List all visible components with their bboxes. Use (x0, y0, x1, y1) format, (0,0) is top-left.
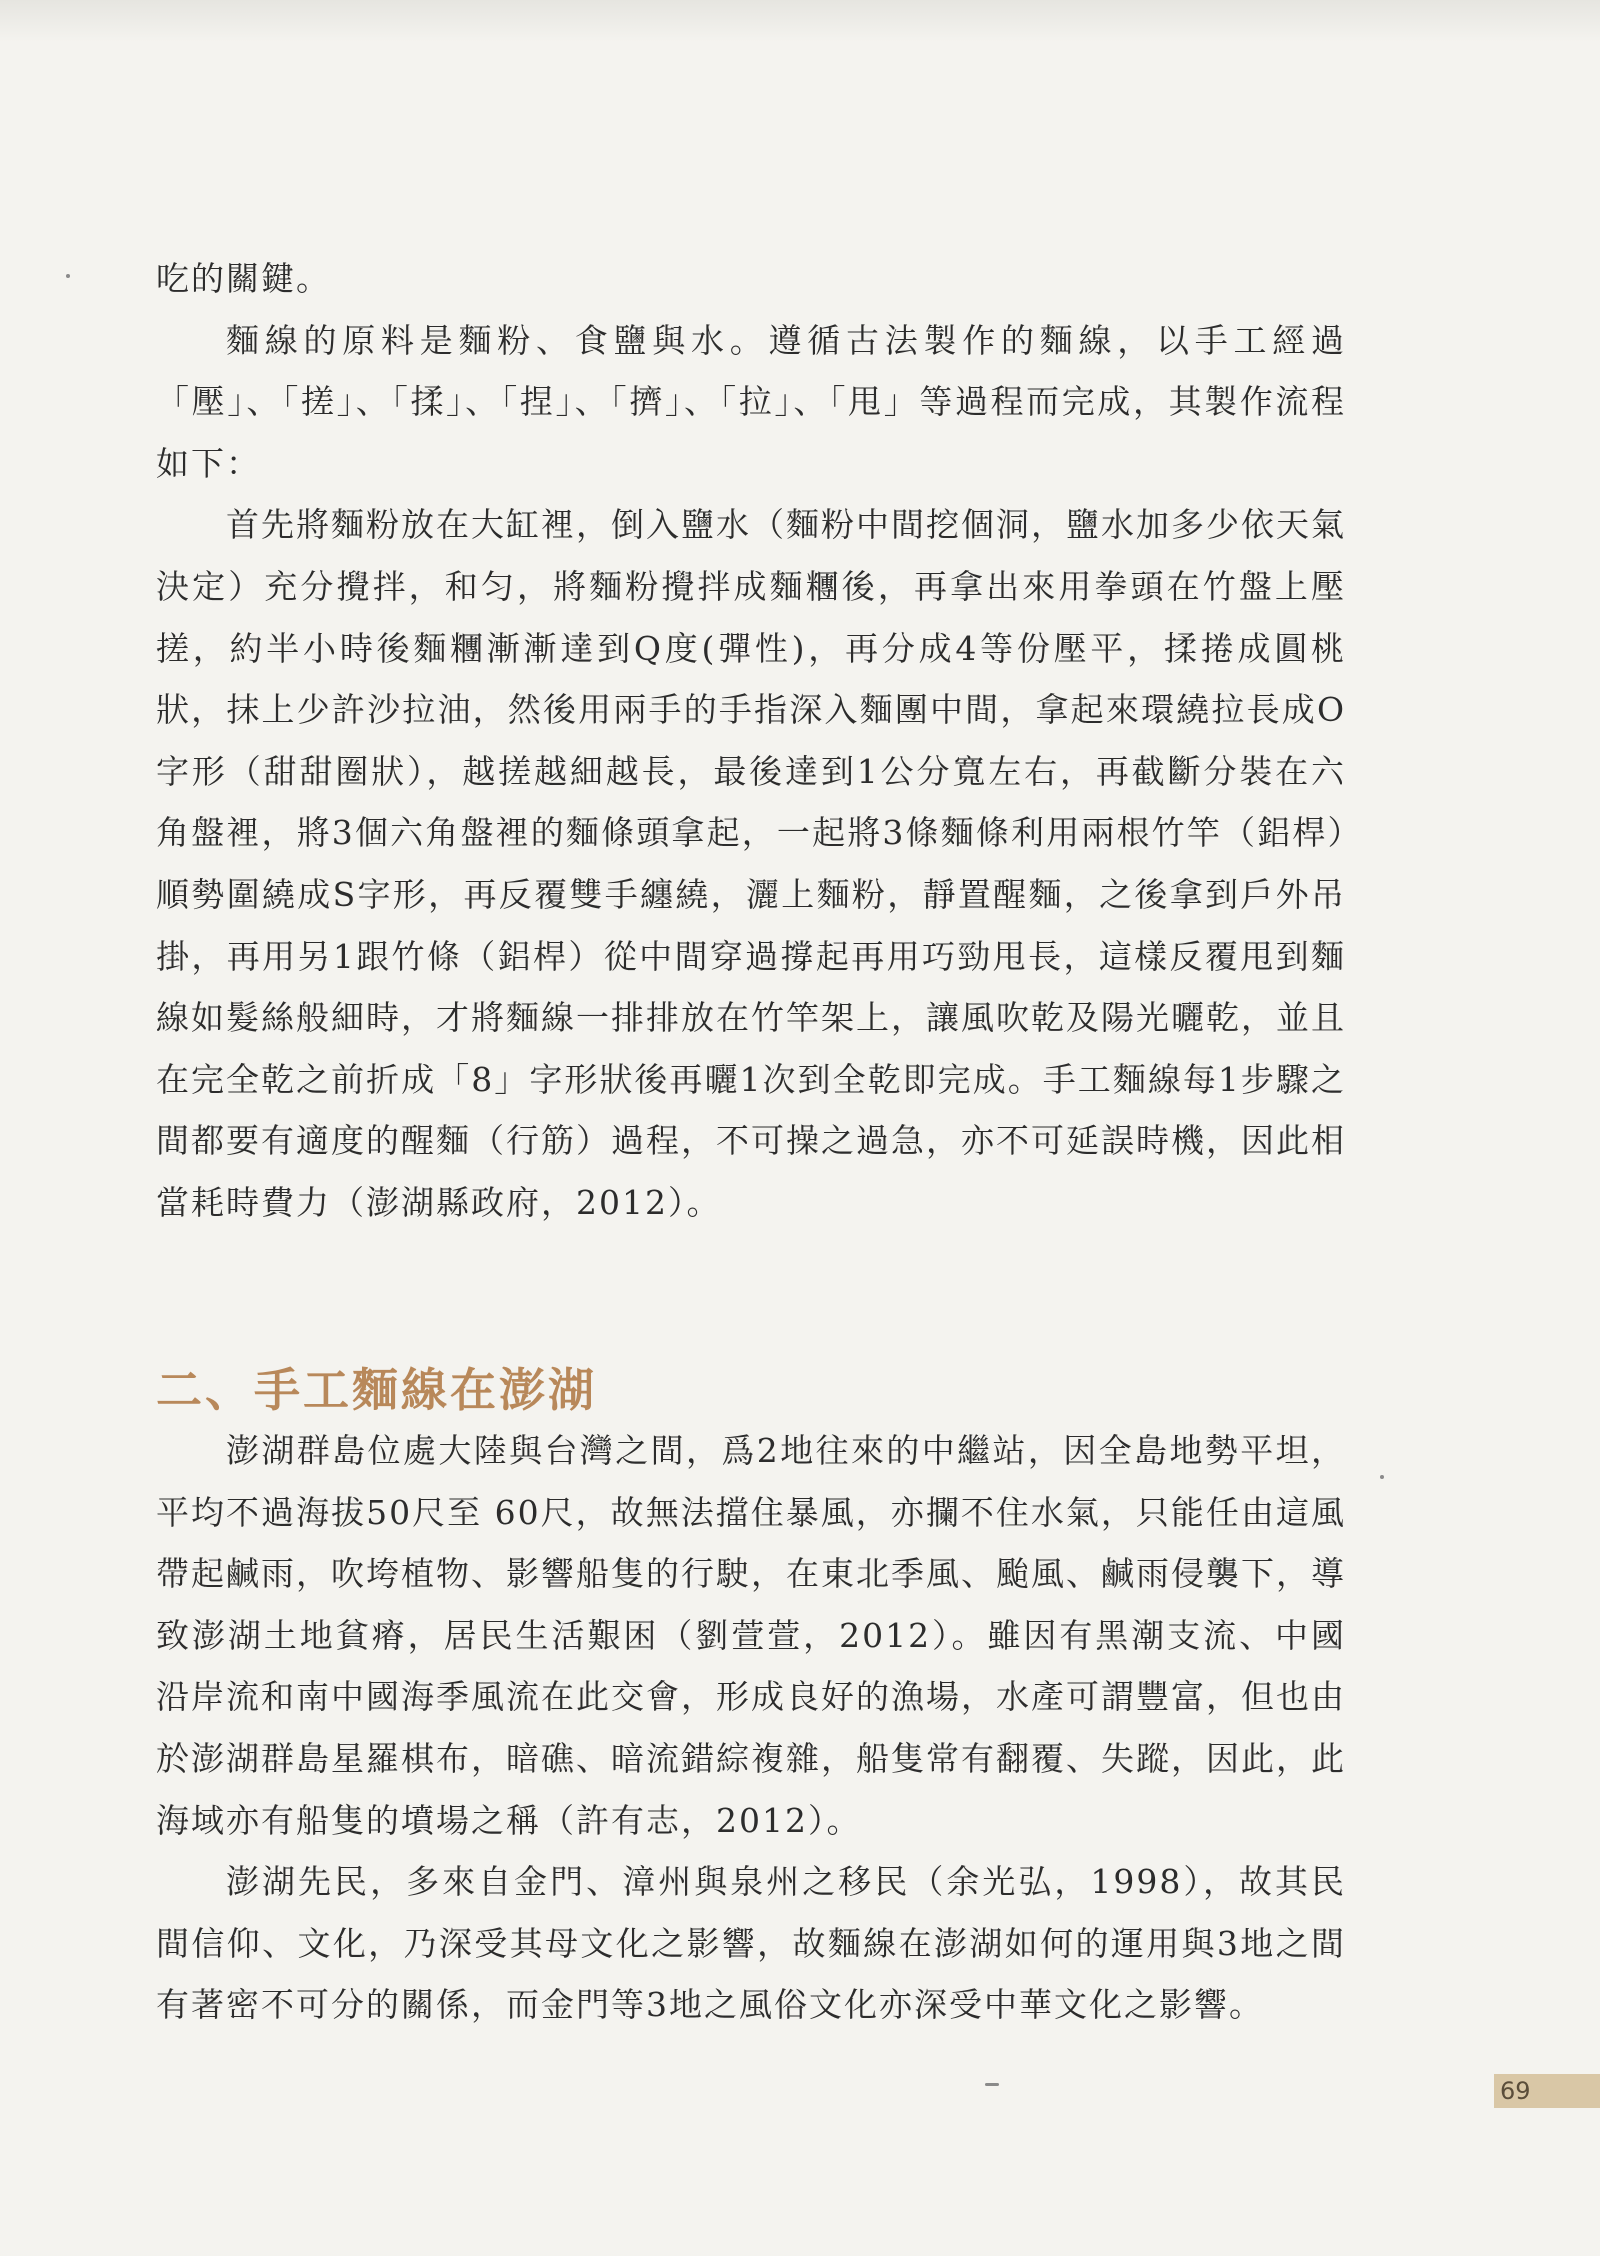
paragraph-continuation: 吃的關鍵。 (156, 259, 331, 298)
scan-speck (985, 2083, 999, 2086)
scan-speck (1380, 1475, 1384, 1479)
body-text-block-1 (156, 248, 1346, 1234)
body-text-block-2 (156, 1420, 1346, 2036)
paragraph-process: 首先將麵粉放在大缸裡，倒入鹽水（麵粉中間挖個洞，鹽水加多少依天氣決定）充分攪拌，和匀，將麵粉攪拌成麵糰後，再拿出來用拳頭在竹盤上壓搓，約半小時後麵糰漸漸達到Q度(彈性)，再分成4等份壓平，揉捲成圓桃狀，抹上少許沙拉油，然後用兩手的手指深入麵團中間，拿起來環繞拉長成O字形（甜甜圈狀），越搓越細越長，最後達到1公分寬左右，再截斷分裝在六角盤裡，將3個六角盤裡的麵條頭拿起，一起將3條麵條利用兩根竹竿（鋁桿）順勢圍繞成S字形，再反覆雙手纏繞，灑上麵粉，靜置醒麵，之後拿到戶外吊掛，再用另1跟竹條（鋁桿）從中間穿過撐起再用巧勁甩長，這樣反覆甩到麵線如髮絲般細時，才將麵線一排排放在竹竿架上，讓風吹乾及陽光曬乾，並且在完全乾之前折成「8」字形狀後再曬1次到全乾即完成。手工麵線每1步驟之間都要有適度的醒麵（行筋）過程，不可操之過急，亦不可延誤時機，因此相當耗時費力（澎湖縣政府，2012）。 (156, 505, 1346, 1222)
section-heading: 二、手工麵線在澎湖 (156, 1363, 597, 1417)
page-number: 69 (1500, 2077, 1531, 2105)
scan-speck (66, 274, 70, 278)
page-top-edge-shadow (0, 0, 1600, 42)
paragraph-penghu-ancestors: 澎湖先民，多來自金門、漳州與泉州之移民（余光弘，1998），故其民間信仰、文化，乃深受其母文化之影響，故麵線在澎湖如何的運用與3地之間有著密不可分的關係，而金門等3地之風俗文化亦深受中華文化之影響。 (156, 1862, 1346, 2025)
paragraph-ingredients: 麵線的原料是麵粉、食鹽與水。遵循古法製作的麵線，以手工經過「壓」、「搓」、「揉」、「捏」、「擠」、「拉」、「甩」等過程而完成，其製作流程如下： (156, 320, 1346, 483)
paragraph-penghu-geography: 澎湖群島位處大陸與台灣之間，爲2地往來的中繼站，因全島地勢平坦，平均不過海拔50尺至 60尺，故無法擋住暴風，亦攔不住水氣，只能任由這風帶起鹹雨，吹垮植物、影響船隻的行駛，在東北季風、颱風、鹹雨侵襲下，導致澎湖土地貧瘠，居民生活艱困（劉萱萱，2012）。雖因有黑潮支流、中國沿岸流和南中國海季風流在此交會，形成良好的漁場，水產可謂豐富，但也由於澎湖群島星羅棋布，暗礁、暗流錯綜複雜，船隻常有翻覆、失蹤，因此，此海域亦有船隻的墳場之稱（許有志，2012）。 (156, 1431, 1346, 1840)
